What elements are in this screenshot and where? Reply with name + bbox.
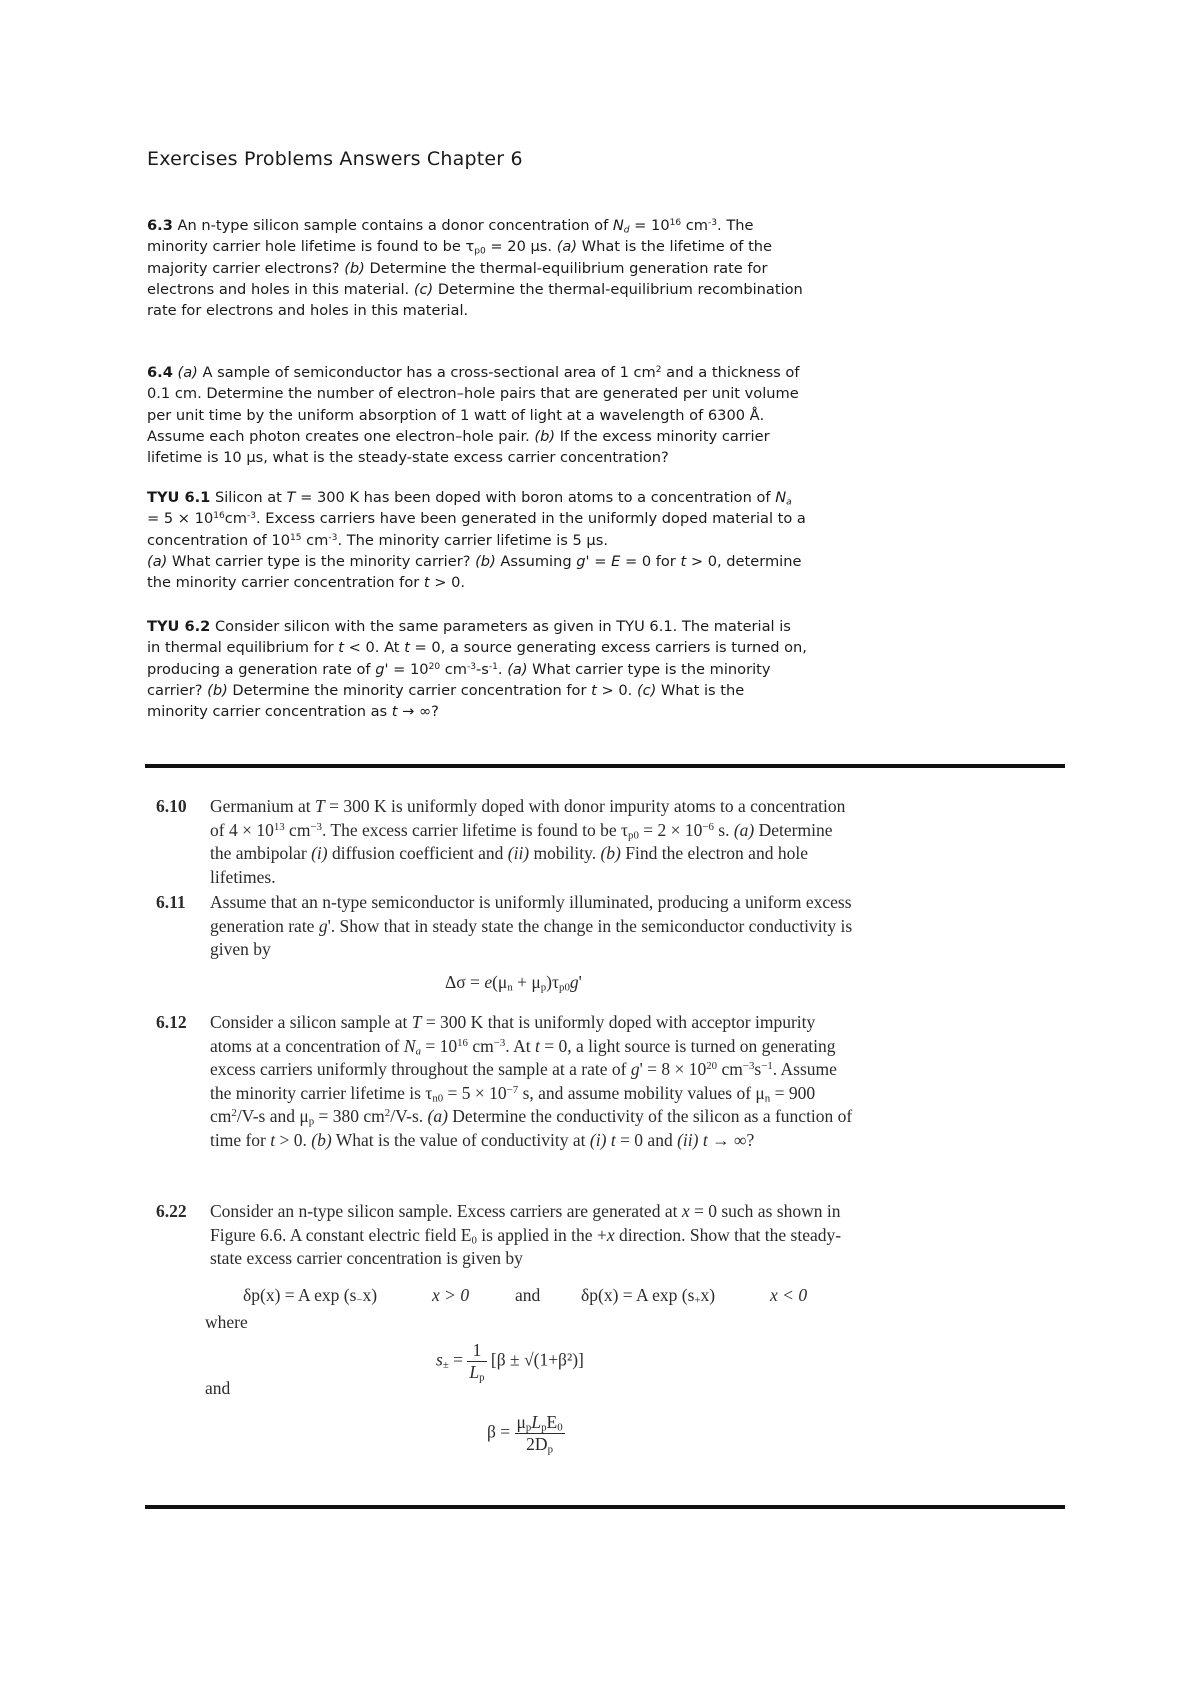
subscript: p <box>540 981 547 994</box>
text: cm <box>681 217 709 234</box>
text: is applied in the + <box>476 1224 607 1245</box>
text: What is the lifetime of the majority carrier electrons? <box>147 238 773 277</box>
equation-beta <box>487 1412 565 1455</box>
text: E <box>611 552 621 570</box>
text: What is the minority carrier concentration as <box>147 681 745 721</box>
text: = 300 K is uniformly doped with donor impurity atoms to a concentration of 4 × 10 <box>210 796 846 840</box>
superscript: 16 <box>213 511 225 522</box>
subscript: p <box>541 1421 547 1434</box>
text: g <box>569 972 579 992</box>
text: = 300 K has been doped with boron atoms to a concentration of <box>295 489 776 506</box>
text: (c) <box>636 681 657 699</box>
text: x > 0 <box>432 1285 470 1305</box>
text: (a) <box>177 364 198 381</box>
text: (b) <box>534 427 556 445</box>
text: δp(x) = A exp (s <box>581 1285 695 1305</box>
equation-condition <box>432 1285 469 1306</box>
text: μ <box>516 1412 526 1432</box>
text: t <box>534 1035 540 1056</box>
text: s. <box>713 819 734 840</box>
text: 2D <box>526 1434 548 1454</box>
subscript: p0 <box>628 829 639 842</box>
subscript: + <box>694 1294 701 1307</box>
text: = 10 <box>421 1035 458 1056</box>
superscript: 16 <box>669 218 682 229</box>
superscript: −3 <box>310 820 322 833</box>
subscript: p0 <box>559 981 570 994</box>
text: where <box>205 1312 248 1332</box>
text: (a) <box>733 819 755 840</box>
text: A sample of semiconductor has a cross-sectional area of 1 cm <box>197 364 656 381</box>
exercise-number: 6.3 <box>147 217 173 234</box>
text: L <box>531 1412 542 1432</box>
text: = 0, a light source is turned on generating excess carriers uniformly throughout the sample at a rate of <box>210 1035 836 1080</box>
problem-number: 6.12 <box>156 1012 187 1032</box>
text: g <box>318 915 328 936</box>
exercise-number: TYU 6.2 <box>147 618 211 635</box>
equation-and <box>515 1285 540 1306</box>
superscript: -3 <box>708 218 718 229</box>
text: (b) <box>600 843 621 864</box>
subscript: p <box>547 1443 553 1456</box>
text: = 10 <box>629 217 670 234</box>
text: cm <box>717 1059 743 1080</box>
numerator <box>515 1412 565 1434</box>
text: x) <box>700 1285 716 1305</box>
text: (ii) <box>507 843 530 864</box>
tyu-6-1 <box>147 487 807 593</box>
superscript: -3 <box>328 532 338 543</box>
text: . Excess carriers have been generated in the uniformly doped material to a concentration of 10 <box>147 510 806 549</box>
text: /V-s. <box>390 1106 428 1127</box>
text: Assuming <box>495 552 577 570</box>
superscript: 15 <box>290 532 302 543</box>
and-label <box>205 1378 230 1399</box>
text: . The excess carrier lifetime is found to be τ <box>321 819 629 840</box>
text: d <box>623 225 630 236</box>
equation-s <box>436 1340 584 1383</box>
text: t <box>680 552 687 570</box>
superscript: 13 <box>273 820 285 833</box>
equation-condition <box>770 1285 807 1306</box>
text: (μ <box>492 972 508 992</box>
text: s <box>754 1059 762 1080</box>
text: ' <box>578 972 582 992</box>
text: Determine the minority carrier concentration for <box>227 681 592 699</box>
text: = <box>448 1349 468 1370</box>
text: Determine the thermal-equilibrium generation rate for electrons and holes in this material. <box>147 259 768 298</box>
text: . At <box>505 1035 535 1056</box>
problem-6-12 <box>156 1011 856 1153</box>
subscript: p <box>525 1421 532 1434</box>
text: T <box>286 489 296 506</box>
text: < 0. At <box>344 639 405 657</box>
text: cm <box>440 660 467 678</box>
text: ' = 8 × 10 <box>639 1059 707 1080</box>
page-title: Exercises Problems Answers Chapter 6 <box>147 148 523 170</box>
fraction <box>515 1412 565 1455</box>
superscript: -1 <box>488 661 498 672</box>
fraction <box>467 1340 486 1383</box>
text: t <box>404 639 410 657</box>
subscript: ± <box>442 1359 449 1372</box>
text: t <box>591 681 597 699</box>
text: [β ± √(1+β²)] <box>490 1349 584 1370</box>
text: x <box>606 1224 615 1245</box>
problem-text <box>210 795 856 889</box>
text: (i) <box>311 843 328 864</box>
subscript: 0 <box>557 1421 563 1434</box>
text: . Assume the minority carrier lifetime is τ <box>210 1059 837 1103</box>
text: t <box>338 639 345 657</box>
text: (i) <box>589 1129 607 1150</box>
problem-6-11 <box>156 891 856 962</box>
superscript: 2 <box>231 1107 237 1120</box>
text: > 0, determine the minority carrier concentration for <box>147 552 802 592</box>
text: Determine the conductivity of the silicon as a function of time for <box>210 1106 853 1150</box>
text: Determine the thermal-equilibrium recombination rate for electrons and holes in this material. <box>147 280 803 320</box>
problem-number: 6.22 <box>156 1201 187 1221</box>
text: g <box>576 552 586 570</box>
problem-text <box>210 1011 856 1153</box>
text: . The minority carrier lifetime is 5 μs. <box>337 531 608 549</box>
text: (a) <box>556 238 578 256</box>
text: An n-type silicon sample contains a donor concentration of <box>172 217 613 234</box>
text: . The minority carrier hole lifetime is found to be τ <box>147 217 754 256</box>
text: t <box>423 574 430 592</box>
text: '. Show that in steady state the change in the semiconductor conductivity is given by <box>210 915 853 960</box>
superscript: 2 <box>384 1107 391 1120</box>
text: What is the value of conductivity at <box>331 1129 590 1150</box>
text: = 300 K that is uniformly doped with acceptor impurity atoms at a concentration of <box>210 1012 816 1056</box>
text: Germanium at <box>210 796 315 816</box>
text: = 0, a source generating excess carriers is turned on, producing a generation rate of <box>147 639 807 678</box>
superscript: −7 <box>506 1083 519 1096</box>
text: = 900 cm <box>210 1082 816 1127</box>
text: Consider a silicon sample at <box>210 1012 412 1032</box>
text: Determine the ambipolar <box>210 819 833 864</box>
text: N <box>403 1035 416 1056</box>
text: What carrier type is the minority carrier? <box>147 660 771 699</box>
denominator <box>515 1434 565 1455</box>
text: cm <box>284 819 311 840</box>
text: (a) <box>147 552 168 570</box>
problem-text <box>210 891 856 962</box>
text: = 0 such as shown in Figure 6.6. A constant electric field E <box>210 1201 841 1245</box>
text: If the excess minority carrier lifetime is 10 μs, what is the steady-state excess carrier concentration? <box>147 427 770 467</box>
text: (b) <box>311 1129 332 1150</box>
text: cm <box>224 510 247 528</box>
text: = 0 for <box>620 552 681 570</box>
superscript: −6 <box>702 820 714 833</box>
superscript: −1 <box>761 1060 773 1073</box>
problem-number: 6.11 <box>156 892 186 912</box>
text: . <box>497 660 508 678</box>
text: (a) <box>507 660 528 678</box>
subscript: − <box>356 1294 363 1307</box>
text: t <box>698 1129 708 1150</box>
text: (c) <box>413 280 434 298</box>
text: t <box>391 703 398 721</box>
exercise-6-3 <box>147 215 807 321</box>
text: t <box>270 1129 276 1150</box>
text: Δσ = <box>445 972 485 992</box>
text: = 5 × 10 <box>443 1082 507 1103</box>
text: ' = 10 <box>384 660 429 678</box>
text: Silicon at <box>210 489 287 506</box>
text: x <box>681 1201 690 1221</box>
text: and <box>515 1285 541 1305</box>
text: N <box>775 489 787 506</box>
text: (ii) <box>677 1129 699 1150</box>
text: Find the electron and hole lifetimes. <box>210 843 808 887</box>
superscript: -3 <box>466 661 476 672</box>
superscript: −3 <box>742 1060 755 1073</box>
equation-dp-positive <box>243 1285 377 1306</box>
denominator <box>467 1362 486 1383</box>
text: = 380 cm <box>314 1106 385 1127</box>
text: and a thickness of 0.1 cm. Determine the number of electron–hole pairs that are generated per unit volume per unit time by the uniform absorption of 1 watt of light at a wavelength of 6300 Å. Assume each photon creates one electron–hole pair. <box>147 364 800 445</box>
superscript: −3 <box>493 1036 506 1049</box>
subscript: p0 <box>474 246 486 257</box>
text: x < 0 <box>770 1285 808 1305</box>
exercise-6-4 <box>147 362 807 468</box>
text: direction. Show that the steady-state excess carrier concentration is given by <box>210 1224 842 1269</box>
text: mobility. <box>529 843 601 864</box>
text: > 0. <box>596 681 637 699</box>
text: -s <box>476 660 489 678</box>
text: Consider silicon with the same parameters as given in TYU 6.1. The material is in thermal equilibrium for <box>147 618 791 657</box>
text: = 5 × 10 <box>147 510 214 528</box>
problem-number: 6.10 <box>156 796 187 816</box>
text: g <box>375 660 385 678</box>
equation-dp-negative <box>581 1285 715 1306</box>
text: (a) <box>427 1106 448 1127</box>
text: T <box>411 1012 422 1032</box>
text: > 0. <box>275 1129 312 1150</box>
numerator: 1 <box>467 1340 486 1362</box>
text: cm <box>301 531 329 549</box>
superscript: 2 <box>655 365 662 376</box>
text: E <box>546 1412 558 1432</box>
text: ' = <box>585 552 612 570</box>
tyu-6-2 <box>147 616 807 722</box>
text: + μ <box>512 972 541 992</box>
text: Consider an n-type silicon sample. Excess carriers are generated at <box>210 1201 682 1221</box>
text: g <box>630 1059 640 1080</box>
section-divider <box>145 1505 1065 1509</box>
text: = 20 μs. <box>485 238 557 256</box>
text: t <box>606 1129 616 1150</box>
text: (b) <box>207 681 228 699</box>
text: )τ <box>546 972 560 992</box>
section-divider <box>145 764 1065 768</box>
equation-delta-sigma <box>445 972 582 993</box>
text: (b) <box>475 552 496 570</box>
superscript: -3 <box>247 511 257 522</box>
superscript: 20 <box>706 1060 718 1073</box>
text: = 2 × 10 <box>638 819 703 840</box>
subscript: p <box>479 1371 485 1384</box>
problem-text <box>210 1200 856 1271</box>
text: diffusion coefficient and <box>327 843 508 864</box>
text: T <box>314 796 325 816</box>
problem-6-10 <box>156 795 856 889</box>
subscript: n0 <box>432 1092 444 1105</box>
text: x) <box>362 1285 378 1305</box>
text: and <box>205 1378 231 1398</box>
text: a <box>415 1045 421 1058</box>
text: a <box>786 497 792 508</box>
problem-6-22 <box>156 1200 856 1271</box>
text: β = <box>487 1421 515 1442</box>
exercise-number: TYU 6.1 <box>147 489 211 506</box>
subscript: n <box>507 981 513 994</box>
subscript: n <box>764 1092 771 1105</box>
text: N <box>612 217 624 234</box>
text: s, and assume mobility values of μ <box>518 1082 765 1103</box>
superscript: 16 <box>457 1036 468 1049</box>
text: > 0. <box>429 574 466 592</box>
text: s <box>436 1349 443 1370</box>
subscript: 0 <box>471 1234 477 1247</box>
text: e <box>484 972 493 992</box>
text: δp(x) = A exp (s <box>243 1285 357 1305</box>
exercise-number: 6.4 <box>147 364 173 381</box>
text: (b) <box>344 259 365 277</box>
where-label <box>205 1312 248 1333</box>
text: /V-s and μ <box>236 1106 309 1127</box>
text: → ∞? <box>397 703 439 721</box>
text: What carrier type is the minority carrier? <box>167 552 476 570</box>
text: cm <box>467 1035 494 1056</box>
text: L <box>469 1362 480 1382</box>
text: Assume that an n-type semiconductor is uniformly illuminated, producing a uniform excess generation rate <box>210 892 852 936</box>
text: → ∞? <box>707 1129 755 1150</box>
subscript: p <box>308 1116 315 1129</box>
superscript: 20 <box>428 661 441 672</box>
text: = 0 and <box>615 1129 678 1150</box>
